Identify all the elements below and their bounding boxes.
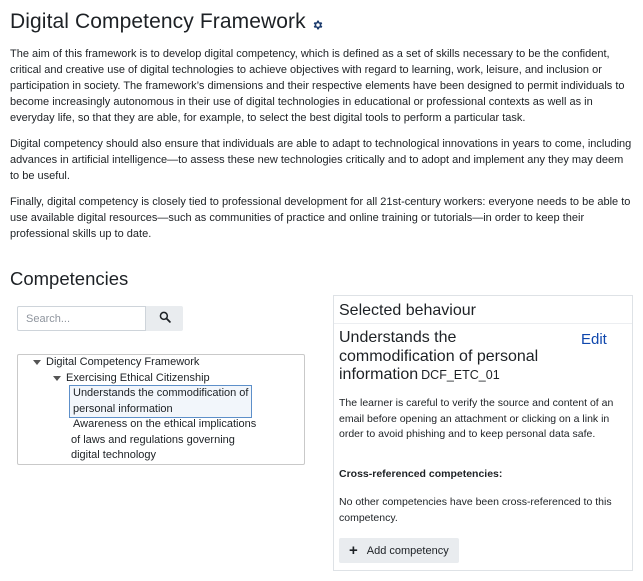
competency-tree — [17, 354, 305, 465]
intro-paragraph-3: Finally, digital competency is closely tied to professional development for all 21st-century workers: everyone needs to be able to use available digital resources—such as communities of practice and online training or tutorials—in order to keep their professional skills up to date. — [10, 196, 631, 240]
tree-node-leaf-line-3: digital technology — [71, 449, 157, 461]
divider — [334, 323, 632, 324]
title-row — [10, 10, 324, 34]
competency-name — [339, 329, 554, 385]
intro-paragraph-1: The aim of this framework is to develop digital competency, which is defined as a set of skills necessary to be the confident, critical and creative use of digital technologies to achieve objectives with regard to learning, work, leisure, and inclusion or participation in society. The framework’s dimensions and their respective elements have been designed to permit individuals to become increasingly autonomous in their use of digital technologies in educational or professional contexts as well as in everyday life, so that they are able, for example, to select the best digital tools to perform a particular task. — [10, 48, 625, 124]
competency-name-line-2: commodification of personal — [339, 347, 539, 365]
cross-referenced-empty: No other competencies have been cross-referenced to this competency. — [339, 496, 612, 524]
competency-name-line-1: Understands the — [339, 329, 457, 346]
tree-node-root[interactable] — [33, 355, 199, 371]
competency-description: The learner is careful to verify the source and content of an email before opening an attachment or clicking on a link in order to avoid phishing and to keep personal data safe. — [339, 397, 614, 441]
gear-icon[interactable] — [312, 18, 324, 30]
edit-link[interactable]: Edit — [581, 331, 607, 348]
page-title: Digital Competency Framework — [10, 10, 306, 33]
selected-behaviour-heading: Selected behaviour — [339, 302, 476, 319]
search-icon — [159, 311, 171, 326]
competencies-heading: Competencies — [10, 268, 129, 289]
competency-search — [17, 306, 183, 331]
tree-node-leaf-line-1: Awareness on the ethical implications — [73, 418, 257, 430]
tree-node-leaf-line-2: of laws and regulations governing — [71, 433, 235, 446]
plus-icon: + — [349, 542, 358, 559]
caret-down-icon[interactable] — [33, 360, 41, 365]
caret-down-icon[interactable] — [53, 376, 61, 381]
framework-description — [10, 46, 632, 252]
add-competency-button[interactable] — [339, 538, 459, 563]
add-competency-label: Add competency — [366, 544, 449, 557]
competency-name-line-3: information — [339, 366, 419, 383]
competency-idnumber: DCF_ETC_01 — [421, 368, 500, 382]
cross-referenced-label: Cross-referenced competencies: — [339, 468, 503, 480]
tree-node-selected-line-2: personal information — [73, 402, 173, 415]
selected-behaviour-panel — [333, 295, 633, 571]
tree-node-leaf[interactable] — [69, 417, 269, 464]
tree-node-child-label: Exercising Ethical Citizenship — [66, 372, 210, 384]
tree-node-root-label: Digital Competency Framework — [46, 356, 200, 368]
tree-node-selected-line-1: Understands the commodification of — [73, 387, 249, 399]
search-input[interactable] — [17, 306, 146, 331]
tree-node-selected[interactable] — [69, 385, 252, 418]
search-button[interactable] — [146, 306, 183, 331]
intro-paragraph-2: Digital competency should also ensure that individuals are able to adapt to technological innovations in years to come, including advances in artificial intelligence—to assess these new technologies critically and to adopt and implement any they may deem to be useful. — [10, 138, 632, 182]
